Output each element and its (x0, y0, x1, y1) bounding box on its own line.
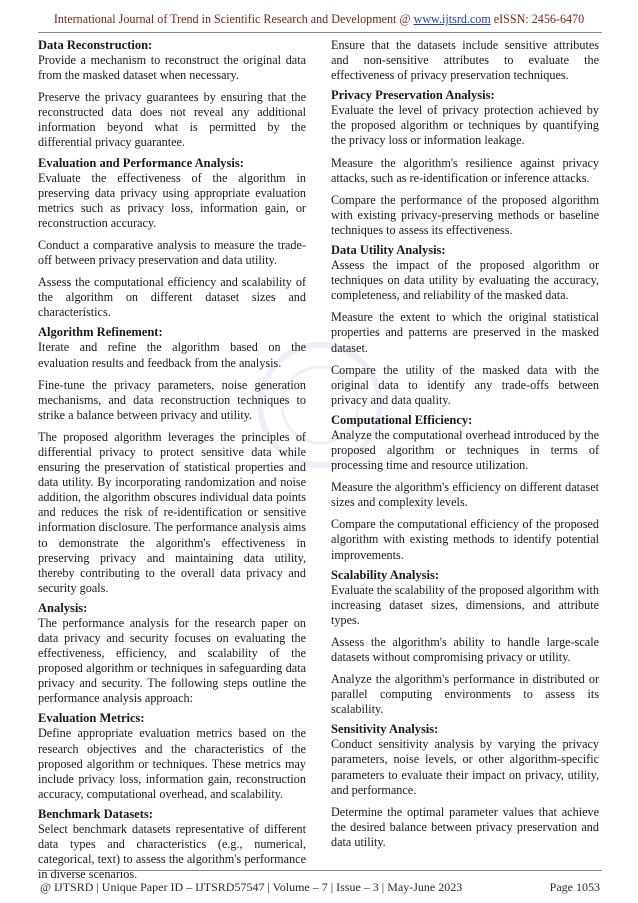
section-algorithm-refinement (38, 325, 306, 596)
body-paragraph: Define appropriate evaluation metrics based on the research objectives and the characteristics of the proposed algorithm or techniques. These metrics may include privacy loss, information gain, reconstruction accuracy, computational overhead, and scalability. (38, 726, 306, 801)
body-paragraph: Evaluate the effectiveness of the algorithm in preserving data privacy using appropriate evaluation metrics such as privacy loss, information gain, or reconstruction accuracy. (38, 170, 306, 230)
body-paragraph: Compare the performance of the proposed algorithm with existing privacy-preserving methods or baseline techniques to assess its effectiveness. (331, 192, 599, 237)
section-data-utility-analysis (331, 243, 599, 408)
body-paragraph: The performance analysis for the research paper on data privacy and security focuses on evaluating the effectiveness, efficiency, and scalability of the proposed algorithm or techniques in safeguarding data privacy and security. The following steps outline the performance analysis approach: (38, 615, 306, 706)
body-paragraph: Determine the optimal parameter values that achieve the desired balance between privacy preservation and data utility. (331, 804, 599, 849)
section-data-reconstruction (38, 38, 306, 151)
journal-link[interactable]: www.ijtsrd.com (413, 12, 491, 26)
section-heading: Privacy Preservation Analysis: (331, 88, 495, 103)
body-paragraph: Compare the utility of the masked data with the original data to identify any trade-offs between privacy and data quality. (331, 362, 599, 407)
section-heading: Evaluation and Performance Analysis: (38, 155, 244, 170)
section-scalability-analysis (331, 568, 599, 718)
body-paragraph: Analyze the computational overhead introduced by the proposed algorithm or techniques in terms of processing time and resource utilization. (331, 427, 599, 473)
section-heading: Computational Efficiency: (331, 412, 473, 427)
body-paragraph: Preserve the privacy guarantees by ensuring that the reconstructed data does not reveal any additional information beyond what is permitted by the differential privacy guarantee. (38, 90, 306, 150)
body-paragraph: Measure the algorithm's efficiency on different dataset sizes and complexity levels. (331, 480, 599, 510)
section-evaluation-metrics (38, 711, 306, 801)
running-header (0, 12, 638, 27)
page-number: Page 1053 (549, 880, 600, 894)
section-continued (331, 38, 599, 83)
body-paragraph: Assess the computational efficiency and scalability of the algorithm on different dataset sizes and characteristics. (38, 275, 306, 320)
section-heading: Analysis: (38, 600, 88, 615)
body-paragraph: Measure the extent to which the original statistical properties and patterns are preserved in the masked dataset. (331, 310, 599, 355)
section-heading: Algorithm Refinement: (38, 325, 163, 340)
body-paragraph: Conduct a comparative analysis to measure the trade-off between privacy preservation and data utility. (38, 237, 306, 268)
body-paragraph: Evaluate the level of privacy protection achieved by the proposed algorithm or techniques by quantifying the privacy loss or information leakage. (331, 103, 599, 148)
body-paragraph: Iterate and refine the algorithm based on the evaluation results and feedback from the analysis. (38, 340, 306, 370)
footer-divider (38, 870, 602, 871)
body-paragraph: The proposed algorithm leverages the principles of differential privacy to protect sensitive data while ensuring the preservation of statistical properties and data utility. By incorporating randomization and noise addition, the algorithm obscures individual data points and reduces the risk of re-identification or sensitive information disclosure. The performance analysis aims to demonstrate the algorithm's effectiveness in preserving privacy and maintaining data utility, thereby contributing to the overall data privacy and security goals. (38, 429, 306, 595)
body-paragraph: Provide a mechanism to reconstruct the original data from the masked dataset when necessary. (38, 53, 306, 83)
header-divider (38, 32, 602, 33)
section-heading: Data Utility Analysis: (331, 243, 446, 258)
paper-info: @ IJTSRD | Unique Paper ID – IJTSRD57547 | Volume – 7 | Issue – 3 | May-June 2023 (40, 880, 463, 894)
section-sensitivity-analysis (331, 722, 599, 850)
body-paragraph: Evaluate the scalability of the proposed algorithm with increasing dataset sizes, dimensions, and attribute types. (331, 582, 599, 627)
section-evaluation-and-performance-analysis (38, 156, 306, 321)
body-paragraph: Conduct sensitivity analysis by varying the privacy parameters, noise levels, or other algorithm-specific parameters to evaluate their impact on privacy, utility, and performance. (331, 737, 599, 797)
body-paragraph: Measure the algorithm's resilience against privacy attacks, such as re-identification or inference attacks. (331, 155, 599, 185)
section-heading: Data Reconstruction: (38, 38, 153, 52)
section-benchmark-datasets (38, 807, 306, 882)
section-heading: Scalability Analysis: (331, 567, 440, 582)
running-footer (40, 880, 600, 895)
section-analysis (38, 601, 306, 707)
body-paragraph: Fine-tune the privacy parameters, noise generation mechanisms, and data reconstruction techniques to strike a balance between privacy and utility. (38, 377, 306, 422)
section-heading: Evaluation Metrics: (38, 711, 145, 726)
journal-issn: eISSN: 2456-6470 (490, 12, 585, 26)
body-paragraph: Assess the algorithm's ability to handle large-scale datasets without compromising privacy or utility. (331, 634, 599, 664)
body-paragraph: Analyze the algorithm's performance in distributed or parallel computing environments to assess its scalability. (331, 672, 599, 717)
section-heading: Benchmark Datasets: (38, 806, 153, 821)
journal-name: International Journal of Trend in Scientific Research and Development @ (53, 12, 414, 26)
right-column (331, 38, 599, 855)
body-paragraph: Assess the impact of the proposed algorithm or techniques on data utility by evaluating the accuracy, completeness, and reliability of the masked data. (331, 258, 599, 303)
body-paragraph: Compare the computational efficiency of the proposed algorithm with existing methods to identify potential improvements. (331, 517, 599, 562)
body-paragraph: Select benchmark datasets representative of different data types and characteristics (e.g., numerical, categorical, text) to assess the algorithm's performance in diverse scenarios. (38, 821, 306, 882)
section-heading: Sensitivity Analysis: (331, 722, 439, 737)
left-column (38, 38, 306, 887)
section-computational-efficiency (331, 413, 599, 563)
body-paragraph: Ensure that the datasets include sensitive attributes and non-sensitive attributes to evaluate the effectiveness of privacy preservation techniques. (331, 38, 599, 83)
section-privacy-preservation-analysis (331, 88, 599, 238)
